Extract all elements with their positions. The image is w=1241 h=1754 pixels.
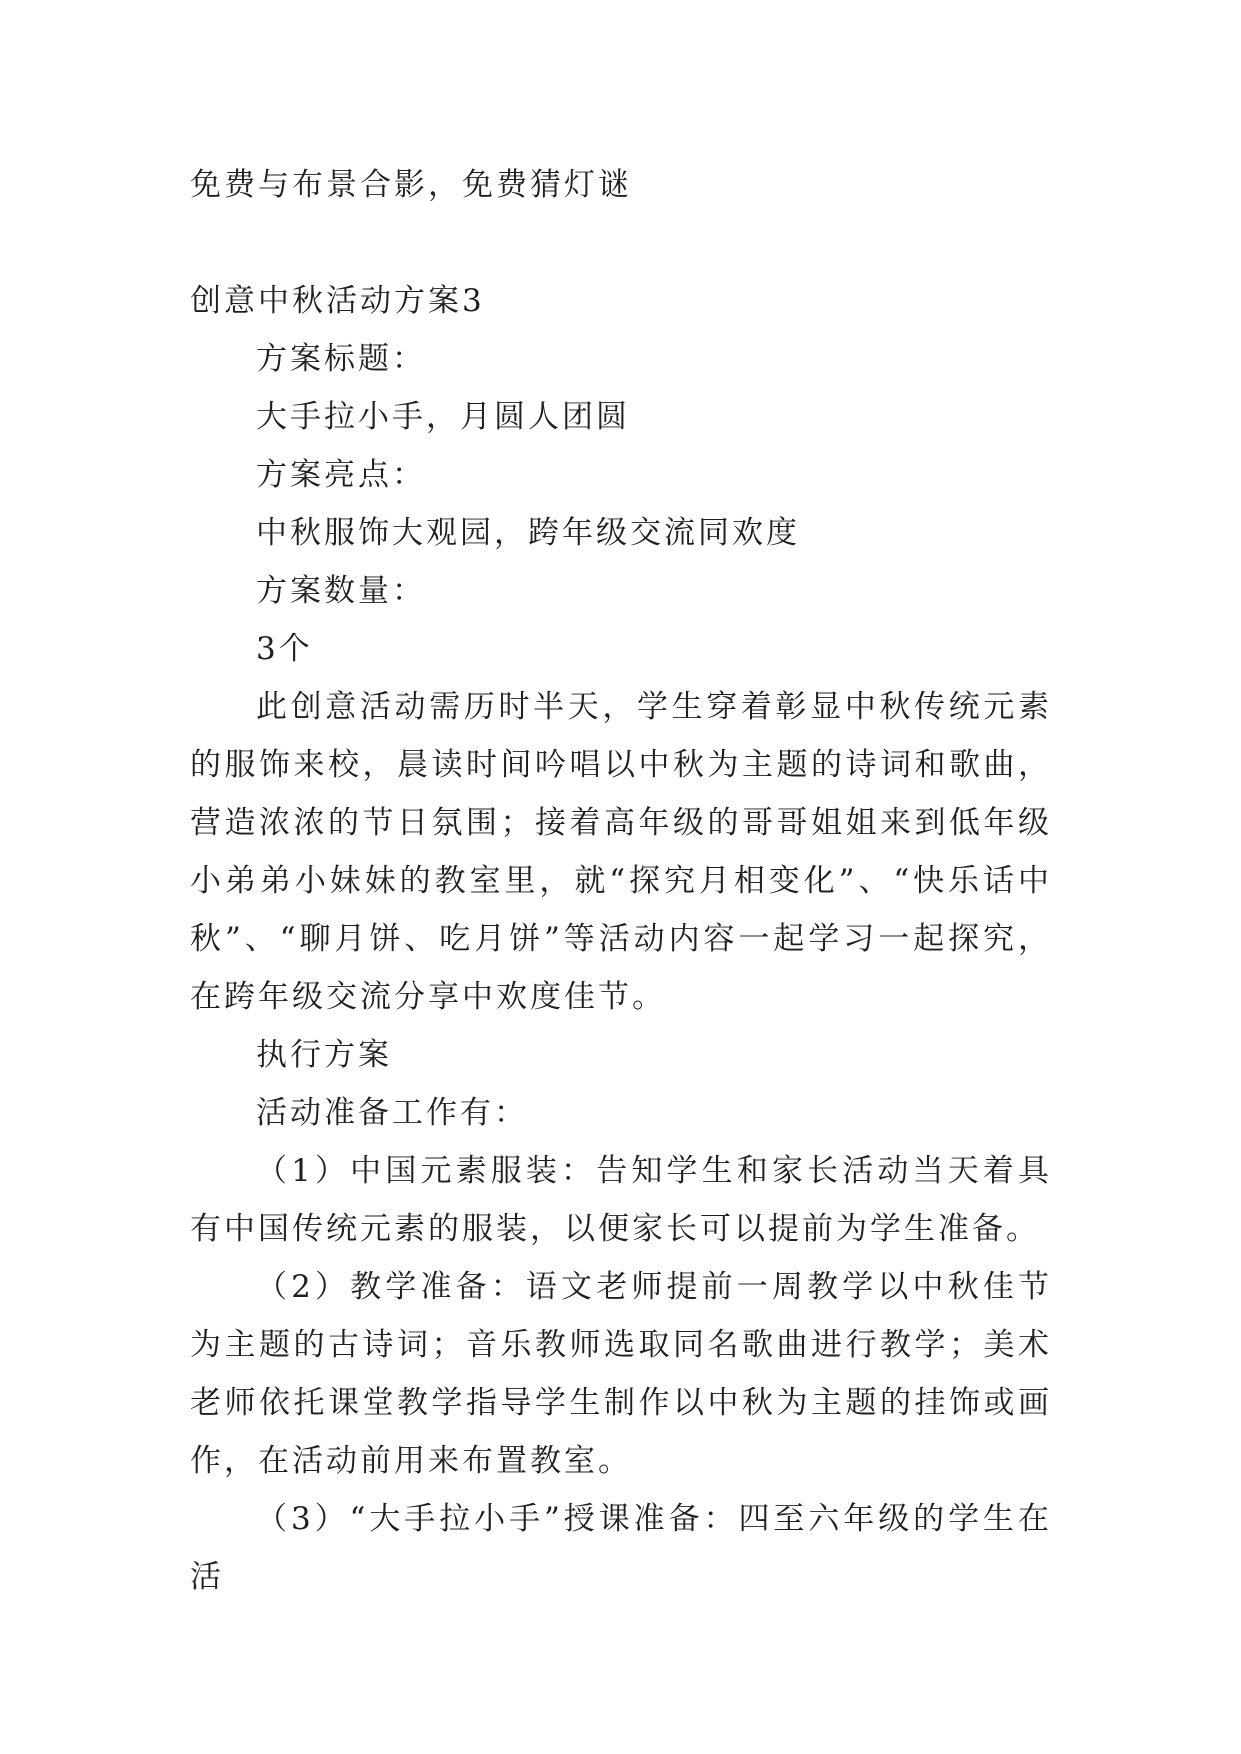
label-plan-count: 方案数量： xyxy=(256,573,426,609)
heading-execution-plan: 执行方案 xyxy=(256,1037,392,1073)
label-plan-title: 方案标题： xyxy=(256,341,426,377)
heading-preparation: 活动准备工作有： xyxy=(256,1095,528,1131)
item-1-costume: （1）中国元素服装：告知学生和家长活动当天着具有中国传统元素的服装，以便家长可以提前为学生准备。 xyxy=(190,1153,1052,1247)
value-plan-title: 大手拉小手，月圆人团圆 xyxy=(256,399,630,435)
value-plan-highlights: 中秋服饰大观园，跨年级交流同欢度 xyxy=(256,515,800,551)
section-heading-plan-3: 创意中秋活动方案3 xyxy=(190,283,485,319)
text-line-photo-riddles: 免费与布景合影，免费猜灯谜 xyxy=(190,167,632,203)
value-plan-count: 3个 xyxy=(256,631,313,667)
item-3-mentoring: （3）“大手拉小手”授课准备：四至六年级的学生在活 xyxy=(190,1501,1052,1595)
paragraph-description: 此创意活动需历时半天，学生穿着彰显中秋传统元素的服饰来校，晨读时间吟唱以中秋为主题的诗词和歌曲，营造浓浓的节日氛围；接着高年级的哥哥姐姐来到低年级小弟弟小妹妹的教室里，就“探究月相变化”、“快乐话中秋”、“聊月饼、吃月饼”等活动内容一起学习一起探究，在跨年级交流分享中欢度佳节。 xyxy=(190,689,1052,1015)
item-2-teaching: （2）教学准备：语文老师提前一周教学以中秋佳节为主题的古诗词；音乐教师选取同名歌曲进行教学；美术老师依托课堂教学指导学生制作以中秋为主题的挂饰或画作，在活动前用来布置教室。 xyxy=(190,1269,1052,1479)
label-plan-highlights: 方案亮点： xyxy=(256,457,426,493)
